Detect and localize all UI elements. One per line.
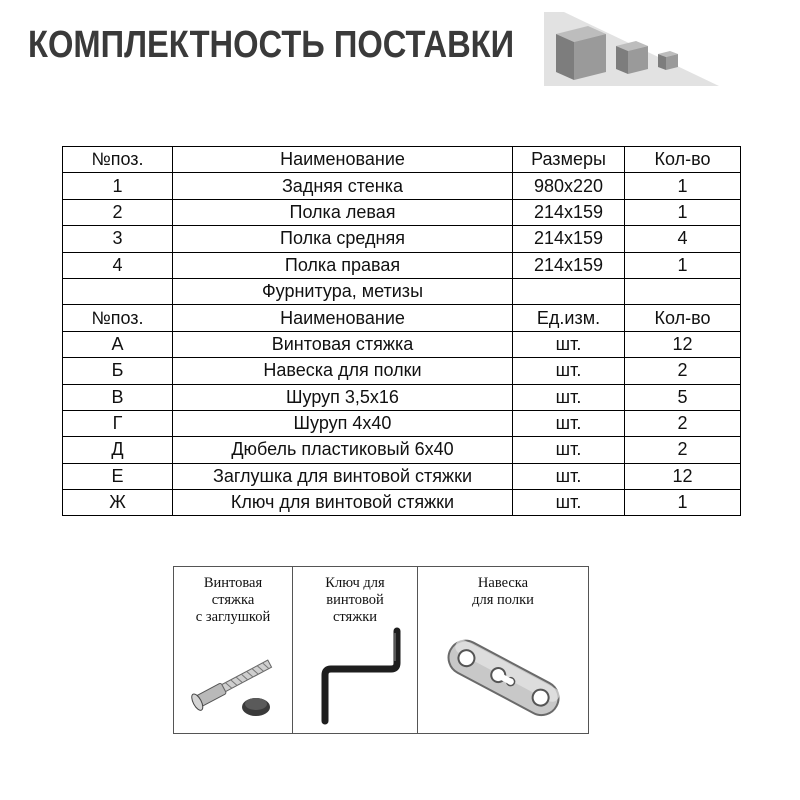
caption-line: стяжка	[211, 592, 255, 608]
illustration-caption	[418, 575, 588, 609]
header-cell: Кол-во	[625, 147, 741, 173]
cell: 214x159	[513, 199, 625, 225]
illustration-shelf-hanger	[418, 567, 588, 733]
caption-line: винтовой	[326, 592, 384, 608]
cell: В	[63, 384, 173, 410]
table-row	[63, 437, 741, 463]
cell: 4	[63, 252, 173, 278]
header-cell: Ед.изм.	[513, 305, 625, 331]
cell: Заглушка для винтовой стяжки	[173, 463, 513, 489]
cell: шт.	[513, 490, 625, 516]
cell: шт.	[513, 384, 625, 410]
cell: Б	[63, 358, 173, 384]
table-header-row	[63, 147, 741, 173]
illustration-hex-key	[293, 567, 418, 733]
cell: Д	[63, 437, 173, 463]
cell	[625, 278, 741, 304]
table-row	[63, 226, 741, 252]
caption-line: с заглушкой	[195, 609, 271, 625]
cell: Полка средняя	[173, 226, 513, 252]
caption-line: Ключ для	[325, 575, 385, 591]
table-row	[63, 490, 741, 516]
hex-key-icon	[299, 623, 411, 729]
cell: 2	[625, 410, 741, 436]
header-cell: Наименование	[173, 305, 513, 331]
table-row	[63, 384, 741, 410]
cell: Полка правая	[173, 252, 513, 278]
cell: Шуруп 4x40	[173, 410, 513, 436]
illustration-caption	[293, 575, 417, 626]
cell: Навеска для полки	[173, 358, 513, 384]
cell: 3	[63, 226, 173, 252]
cell: 2	[625, 358, 741, 384]
page-title: КОМПЛЕКТНОСТЬ ПОСТАВКИ	[28, 24, 515, 66]
table-row	[63, 199, 741, 225]
cell: шт.	[513, 358, 625, 384]
table-row	[63, 331, 741, 357]
cell: Шуруп 3,5x16	[173, 384, 513, 410]
specification-table	[62, 146, 741, 516]
hardware-illustrations	[173, 566, 589, 734]
header-cell: №поз.	[63, 147, 173, 173]
cell: 214x159	[513, 252, 625, 278]
cell: 5	[625, 384, 741, 410]
table-row	[63, 463, 741, 489]
cell: Винтовая стяжка	[173, 331, 513, 357]
cubes-logo-icon	[544, 12, 719, 86]
cell: 2	[625, 437, 741, 463]
hardware-section-title: Фурнитура, метизы	[173, 278, 513, 304]
caption-line: Винтовая	[203, 575, 263, 591]
cell: Задняя стенка	[173, 173, 513, 199]
cell: 4	[625, 226, 741, 252]
cell: 1	[625, 490, 741, 516]
cell: Е	[63, 463, 173, 489]
cell: 12	[625, 463, 741, 489]
cell: шт.	[513, 437, 625, 463]
cell: 1	[625, 252, 741, 278]
table-row	[63, 173, 741, 199]
cell: Ключ для винтовой стяжки	[173, 490, 513, 516]
header-cell: №поз.	[63, 305, 173, 331]
cell: шт.	[513, 331, 625, 357]
cell: 980x220	[513, 173, 625, 199]
shelf-hanger-icon	[434, 627, 574, 727]
header-cell: Кол-во	[625, 305, 741, 331]
cell: 2	[63, 199, 173, 225]
illustration-screw-tie	[174, 567, 293, 733]
header-cell: Размеры	[513, 147, 625, 173]
cell: 1	[625, 199, 741, 225]
screw-tie-icon	[178, 637, 288, 727]
cell: Дюбель пластиковый 6x40	[173, 437, 513, 463]
header-cell: Наименование	[173, 147, 513, 173]
cell: Полка левая	[173, 199, 513, 225]
table-row	[63, 252, 741, 278]
cell: 214x159	[513, 226, 625, 252]
cell: шт.	[513, 463, 625, 489]
cell: 1	[63, 173, 173, 199]
table-row	[63, 410, 741, 436]
cell: А	[63, 331, 173, 357]
cell: Г	[63, 410, 173, 436]
caption-line: Навеска	[477, 575, 529, 591]
cell: Ж	[63, 490, 173, 516]
cell	[63, 278, 173, 304]
section-row	[63, 278, 741, 304]
cell: шт.	[513, 410, 625, 436]
cell	[513, 278, 625, 304]
caption-line: для полки	[472, 592, 534, 608]
cell: 12	[625, 331, 741, 357]
table-row	[63, 358, 741, 384]
cell: 1	[625, 173, 741, 199]
caption-line: стяжки	[332, 609, 378, 625]
table-header-row	[63, 305, 741, 331]
illustration-caption	[174, 575, 292, 626]
